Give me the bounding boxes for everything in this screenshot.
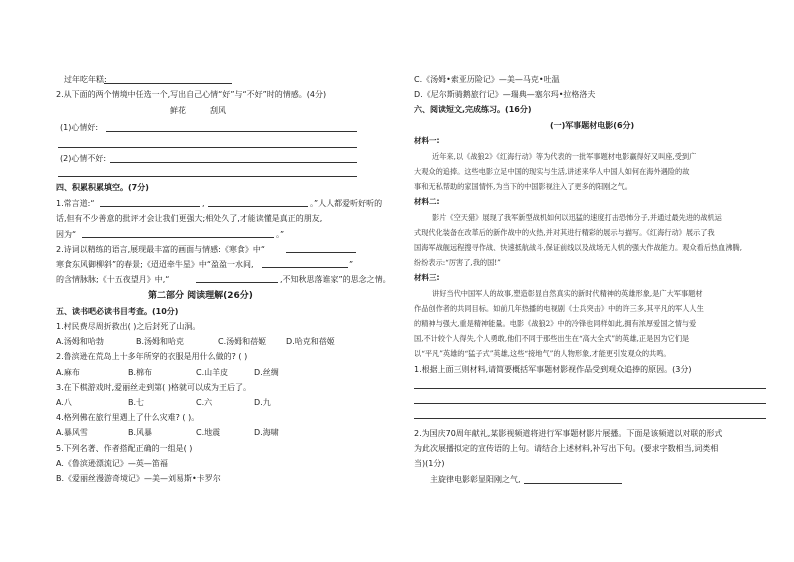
q5-2-option-b[interactable]: B.棉布 xyxy=(128,368,153,377)
q4-2-end-post: ,不知秋思落谁家”的思念之情。 xyxy=(280,275,391,284)
q5-4-option-b[interactable]: B.风暴 xyxy=(128,428,153,437)
q6-2-line-1: 2.为国庆70周年献礼,某影视频道将进行军事题材影片展播。下面是该频道以对联的形式 xyxy=(414,429,723,438)
close-quote: ” xyxy=(349,260,354,269)
blank[interactable] xyxy=(82,237,274,238)
q5-2-option-c[interactable]: C.山羊皮 xyxy=(196,368,229,377)
material-3-line: 作品创作者的共同目标。如前几年热播的电视剧《士兵突击》中的许三多,其平凡的军人人生 xyxy=(414,304,704,313)
q5-4: 4.格列佛在旅行里遇上了什么灾难? ( )。 xyxy=(56,413,200,422)
q4-2-middle: 寒食东风御柳斜”的春景;《迢迢牵牛星》中“盈盈一水间, xyxy=(56,260,254,269)
answer-line[interactable] xyxy=(104,83,232,84)
intro-line: 过年吃年糕: xyxy=(64,75,107,84)
material-3-line: 的精神与强大,重是精神能量。电影《战狼2》中的冷锋也同样如此,拥有浓厚爱国之情与爱 xyxy=(414,319,697,328)
blank[interactable] xyxy=(196,282,278,283)
q6-2-line-2: 为此次展播拟定的宣传语的上句。请结合上述材料,补写出下句。(要求字数相当,词类相 xyxy=(414,444,719,453)
answer-line[interactable] xyxy=(58,147,357,148)
material-2-line: 影片《空天猎》展现了我军新型战机如何以迅猛的速度打击恐怖分子,并通过最先进的战机运 xyxy=(432,213,722,222)
material-2-line: 国海军战舰远程搜寻作战、快速抵航战斗,保证前线以及战场无人机的强大作战能力。观众看后热血沸腾, xyxy=(414,243,743,252)
option-wind: 刮风 xyxy=(210,106,226,115)
section-4-title: 四、积累积累填空。(7分) xyxy=(56,183,149,192)
q4-1-body: 话,但有不少善意的批评才会让我们更强大;相处久了,才能读懂是真正的朋友, xyxy=(56,214,323,223)
material-2-label: 材料二: xyxy=(414,197,440,206)
q5-3-option-b[interactable]: B.七 xyxy=(128,398,145,407)
answer-line[interactable] xyxy=(414,388,766,389)
q5-5-option-d[interactable]: D.《尼尔斯骑鹅旅行记》—瑞典—塞尔玛•拉格洛夫 xyxy=(414,90,596,99)
blank[interactable] xyxy=(208,206,308,207)
answer-line[interactable] xyxy=(414,418,766,419)
material-3-line: 国,不计较个人得失,个人勇敢,他们不同于那些出生在“高大全式”的英雄,正是因为它们是 xyxy=(414,334,690,343)
answer-line[interactable] xyxy=(414,403,766,404)
q6-2-line-3: 当)(1分) xyxy=(414,459,445,468)
section-6-title: 六、阅读短文,完成练习。(16分) xyxy=(414,105,532,114)
option-flowers: 鲜花 xyxy=(170,106,186,115)
part-2-title: 第二部分 阅读理解(26分) xyxy=(148,291,253,301)
answer-line[interactable] xyxy=(110,162,357,163)
q5-3-option-c[interactable]: C.六 xyxy=(196,398,213,407)
close-quote: 。” xyxy=(276,230,285,239)
material-1-line: 大观众的追捧。这些电影立足中国的现实与生活,讲述来华人中国人如何在海外遇险的故 xyxy=(414,167,690,176)
q5-1: 1.村民费尽周折救出( )之后封死了山洞。 xyxy=(56,322,201,331)
q4-2-start: 2.诗词以精练的语言,展现最丰富的画面与情感:《寒食》中“ xyxy=(56,245,266,254)
q5-5-option-a[interactable]: A.《鲁滨逊漂流记》—英—笛福 xyxy=(56,459,168,468)
q5-1-option-a[interactable]: A.汤姆和哈勃 xyxy=(56,337,104,346)
q6-1: 1.根据上面三则材料,请简要概括军事题材影视作品受到观众追捧的原因。(3分) xyxy=(414,365,692,374)
blank[interactable] xyxy=(100,206,200,207)
passage-title: (一)军事题材电影(6分) xyxy=(550,121,635,130)
mood-good-label: (1)心情好: xyxy=(60,123,99,132)
material-2-line: 式现代化装备在改革后的新作战中的火热,并对其进行精彩的展示与描写。《红海行动》展示了我 xyxy=(414,228,715,237)
q5-2-option-a[interactable]: A.麻布 xyxy=(56,368,80,377)
q5-3-option-a[interactable]: A.八 xyxy=(56,398,72,407)
material-1-line: 近年来,以《战狼2》《红海行动》等为代表的一批军事题材电影赢得好又叫座,受到广 xyxy=(432,152,697,161)
material-3-label: 材料三: xyxy=(414,273,440,282)
q5-3: 3.在下棋游戏时,爱丽丝走到第( )格就可以成为王后了。 xyxy=(56,383,251,392)
q5-4-option-a[interactable]: A.暴风雪 xyxy=(56,428,88,437)
q4-1-start: 1.常言道:“ xyxy=(56,199,95,208)
couplet-answer-blank[interactable] xyxy=(524,483,622,484)
blank[interactable] xyxy=(286,252,356,253)
q5-1-option-d[interactable]: D.哈克和蓓姬 xyxy=(286,337,335,346)
answer-line[interactable] xyxy=(106,131,357,132)
q4-2-end-pre: 的含情脉脉;《十五夜望月》中,“ xyxy=(56,275,170,284)
q5-4-option-c[interactable]: C.地震 xyxy=(196,428,221,437)
couplet-upper-line: 主旋律电影彰显阳刚之气, xyxy=(430,475,521,484)
blank[interactable] xyxy=(262,267,348,268)
q5-3-option-d[interactable]: D.九 xyxy=(254,398,271,407)
material-3-line: 以“平凡”英雄的“猛子式”英雄,这些“接地气”的人物形象,才能更引发观众的共鸣。 xyxy=(414,349,671,358)
q4-1-because: 因为“ xyxy=(56,230,77,239)
material-1-label: 材料一: xyxy=(414,136,440,145)
q5-1-option-b[interactable]: B.汤姆和哈克 xyxy=(136,337,185,346)
section-5-title: 五、读书吧必读书目考查。(10分) xyxy=(56,307,179,316)
comma: , xyxy=(202,199,205,208)
mood-bad-label: (2)心情不好: xyxy=(60,154,107,163)
q5-4-option-d[interactable]: D.海啸 xyxy=(254,428,279,437)
answer-line[interactable] xyxy=(58,176,357,177)
q5-5-option-c[interactable]: C.《汤姆•索亚历险记》—美—马克•吐温 xyxy=(414,75,560,84)
material-3-line: 讲好当代中国军人的故事,塑造彰显自然真实的新时代精神的英雄形象,是广大军事题材 xyxy=(432,289,703,298)
material-2-line: 纷纷表示:“厉害了,我的国!” xyxy=(414,258,501,267)
material-1-line: 事和无私帮助的家国情怀,为当下的中国影视注入了更多的阳刚之气。 xyxy=(414,182,632,191)
q5-5: 5.下列名著、作者搭配正确的一组是( ) xyxy=(56,444,193,453)
q5-2: 2.鲁滨逊在荒岛上十多年所穿的衣服是用什么做的? ( ) xyxy=(56,352,248,361)
q4-1-end: 。”人人都爱听好听的 xyxy=(310,199,383,208)
q5-5-option-b[interactable]: B.《爱丽丝漫游奇境记》—美—刘易斯•卡罗尔 xyxy=(56,474,221,483)
q5-2-option-d[interactable]: D.丝绸 xyxy=(254,368,279,377)
q5-1-option-c[interactable]: C.汤姆和蓓姬 xyxy=(218,337,267,346)
question-2: 2.从下面的两个情境中任选一个,写出自己心情“好”与“不好”时的情感。(4分) xyxy=(56,90,327,99)
